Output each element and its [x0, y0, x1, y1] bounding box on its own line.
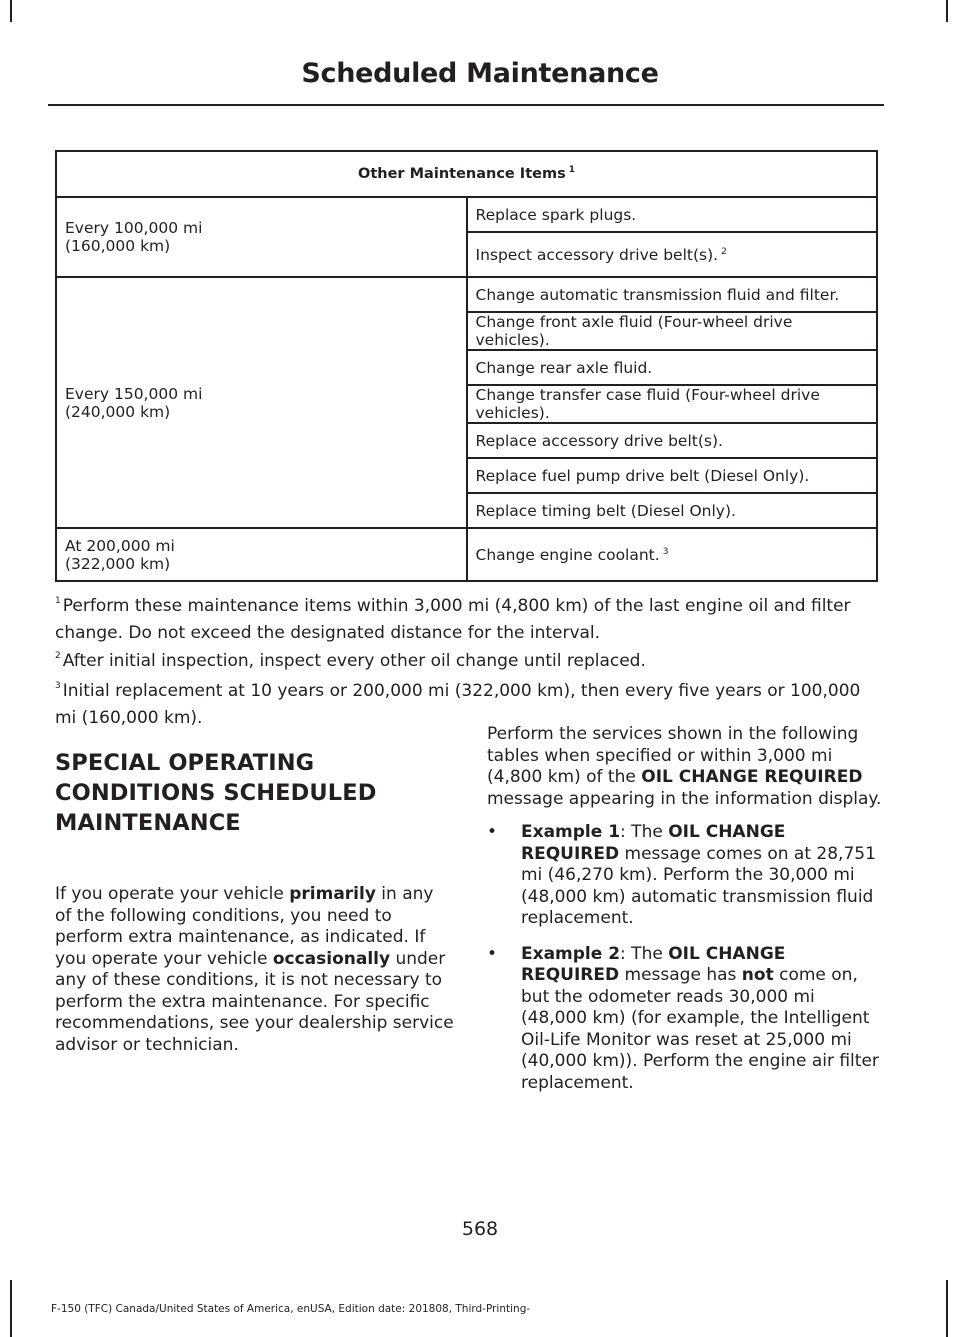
maintenance-item: [467, 528, 878, 581]
maintenance-item: [467, 350, 878, 385]
interval-miles: Every 100,000 mi: [65, 219, 203, 237]
bullet-icon: •: [487, 943, 498, 964]
maintenance-item: [467, 385, 878, 423]
table-row: [56, 528, 877, 581]
section-heading-line: SPECIAL OPERATING: [55, 750, 315, 776]
text-run: message comes on at 28,751 mi (46,270 km). Perform the 30,000 mi (48,000 km) automatic transmission fluid replacement.: [521, 843, 876, 928]
interval-cell: [56, 197, 467, 277]
footnote-text: Initial replacement at 10 years or 200,000 mi (322,000 km), then every five years or 100,000 mi (160,000 km).: [55, 681, 861, 728]
text-run: : The: [620, 822, 669, 842]
footnote-text: After initial inspection, inspect every other oil change until replaced.: [62, 651, 646, 671]
footnote-mark: 3: [55, 681, 61, 691]
table-header-row: [56, 151, 877, 197]
interval-cell: [56, 277, 467, 528]
interval-km: (240,000 km): [65, 402, 171, 421]
interval-miles: Every 150,000 mi: [65, 384, 203, 403]
maintenance-item: [467, 277, 878, 312]
footnote-1: [55, 593, 885, 647]
maintenance-item: [467, 423, 878, 458]
emphasis-occasionally: occasionally: [272, 948, 391, 969]
maintenance-item-text: Change automatic transmission fluid and filter.: [475, 285, 840, 304]
message-name: OIL CHANGE REQUIRED: [521, 943, 786, 985]
page-title: Scheduled Maintenance: [301, 58, 659, 89]
maintenance-item-text: Replace timing belt (Diesel Only).: [475, 501, 736, 520]
maintenance-item: [467, 197, 878, 232]
emphasis-not: not: [741, 965, 774, 985]
maintenance-item-text: Replace accessory drive belt(s).: [475, 431, 723, 450]
text-run: message appearing in the information display.: [487, 788, 882, 809]
maintenance-item-text: Change front axle fluid (Four-wheel drive vehicles).: [475, 313, 793, 349]
maintenance-table: [55, 150, 878, 582]
text-run: : The: [620, 943, 669, 964]
page-number: 568: [461, 1218, 499, 1240]
table-title: [56, 151, 877, 197]
bullet-icon: •: [487, 822, 498, 842]
footnote-text: Perform these maintenance items within 3,000 mi (4,800 km) of the last engine oil and filter change. Do not exceed the designated distance for the interval.: [55, 596, 851, 643]
message-name: OIL CHANGE REQUIRED: [641, 767, 863, 787]
text-run: message has: [619, 965, 742, 985]
footnote-2: [55, 648, 885, 675]
footnote-ref: 3: [662, 546, 669, 557]
crop-mark-bottom-left: [10, 1280, 12, 1337]
footer-edition: F-150 (TFC) Canada/United States of America, enUSA, Edition date: 201808, Third-Printing-: [51, 1303, 531, 1315]
examples-list: [487, 822, 882, 1094]
maintenance-item-text: Change engine coolant.: [475, 545, 660, 564]
text-run: in any of the following conditions, you need to perform extra maintenance, as indicated. If you operate your vehicle: [55, 884, 434, 969]
maintenance-item-text: Change rear axle fluid.: [475, 358, 653, 377]
left-column: [55, 884, 455, 1056]
intro-paragraph: [55, 884, 455, 1056]
maintenance-item: [467, 232, 878, 277]
text-run: Perform the services shown in the following tables when specified or within 3,000 mi (4,800 km) of the: [487, 724, 859, 787]
header-divider: [48, 104, 884, 106]
interval-miles: At 200,000 mi: [65, 536, 175, 555]
services-paragraph: [487, 724, 882, 810]
example-label: Example 1: [521, 822, 621, 842]
emphasis-primarily: primarily: [289, 884, 376, 904]
crop-mark-top-left: [10, 0, 12, 22]
list-item: [487, 944, 882, 1095]
maintenance-item-text: Inspect accessory drive belt(s).: [475, 245, 719, 264]
section-heading-line: MAINTENANCE: [55, 810, 241, 836]
list-item: [487, 822, 882, 930]
footnote-mark: 2: [55, 651, 61, 661]
table-title-text: Other Maintenance Items: [358, 166, 566, 182]
maintenance-item-text: Replace fuel pump drive belt (Diesel Only).: [475, 466, 810, 485]
footnote-ref: 1: [568, 165, 575, 175]
maintenance-item-text: Replace spark plugs.: [475, 205, 637, 224]
footnote-mark: 1: [55, 596, 61, 606]
message-name: OIL CHANGE REQUIRED: [521, 822, 786, 864]
section-heading-line: CONDITIONS SCHEDULED: [55, 780, 377, 806]
crop-mark-bottom-right: [946, 1280, 948, 1337]
maintenance-item: [467, 312, 878, 350]
text-run: If you operate your vehicle: [55, 884, 290, 904]
interval-km: (160,000 km): [65, 237, 171, 255]
maintenance-item: [467, 458, 878, 493]
table-row: [56, 277, 877, 312]
maintenance-item: [467, 493, 878, 528]
interval-cell: [56, 528, 467, 581]
text-run: come on, but the odometer reads 30,000 mi (48,000 km) (for example, the Intelligent Oil-Life Monitor was reset at 25,000 mi (40,000 km)). Perform the engine air filter replacement.: [521, 965, 879, 1093]
footnote-ref: 2: [721, 246, 727, 257]
text-run: under any of these conditions, it is not necessary to perform the extra maintenance. For specific recommendations, see your dealership service advisor or technician.: [55, 948, 454, 1055]
example-label: Example 2: [521, 943, 621, 964]
interval-km: (322,000 km): [65, 554, 171, 573]
table-row: [56, 197, 877, 232]
crop-mark-top-right: [946, 0, 948, 22]
maintenance-item-text: Change transfer case fluid (Four-wheel drive vehicles).: [475, 386, 820, 422]
right-column: [487, 724, 882, 1108]
section-heading: [55, 748, 455, 838]
